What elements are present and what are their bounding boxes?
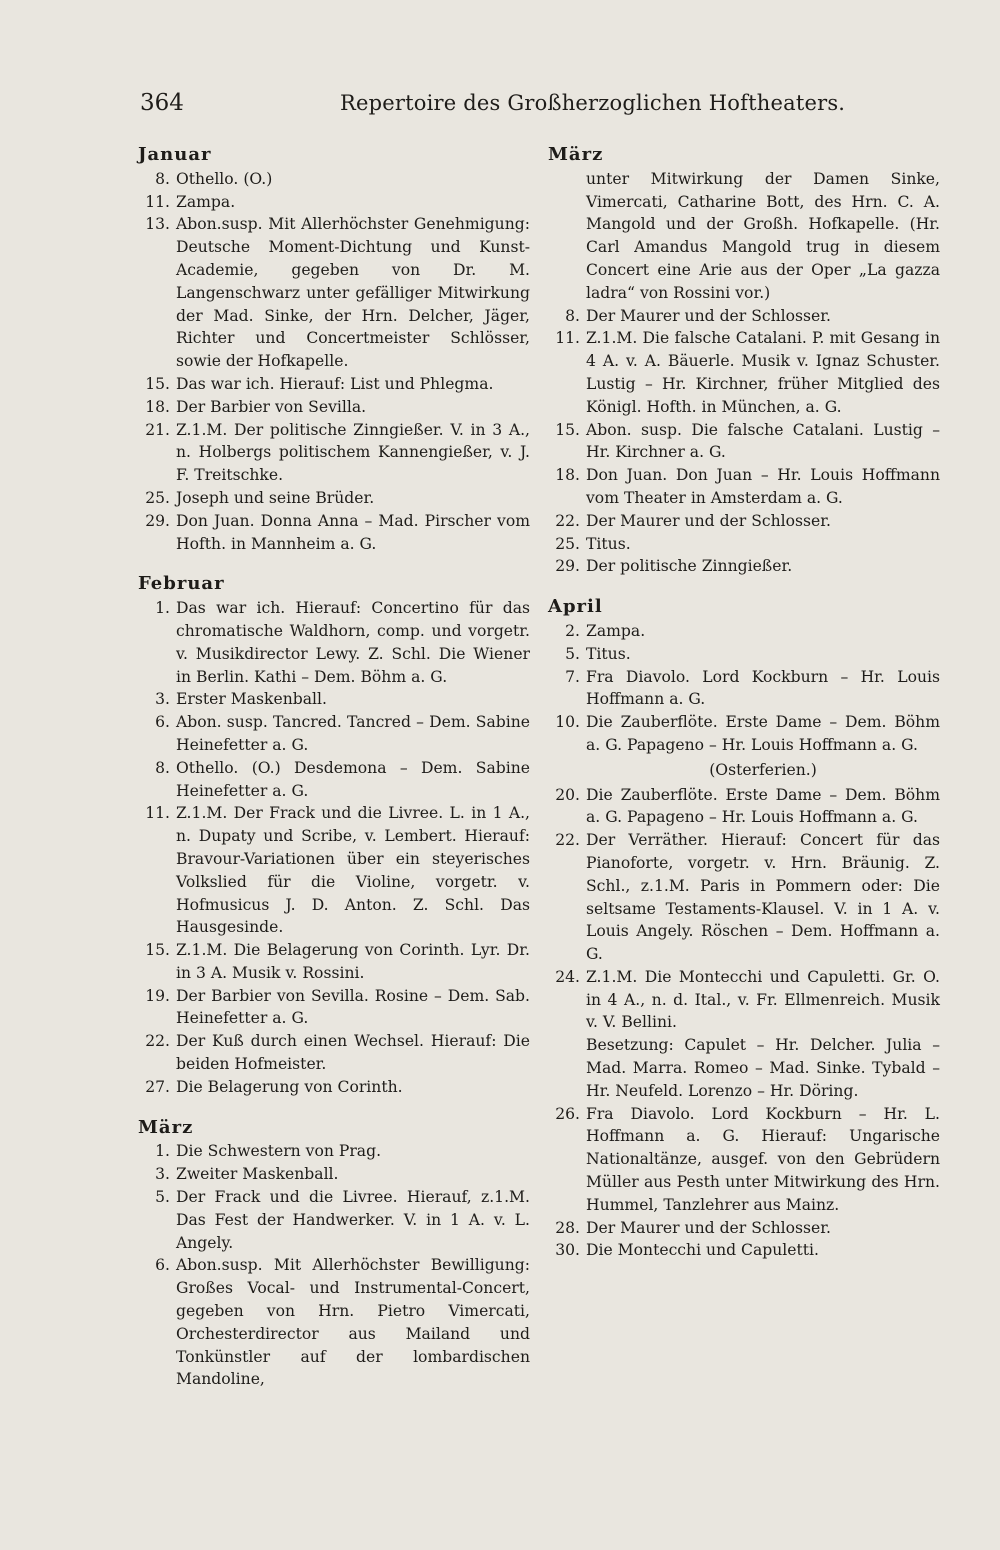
list-item [548, 711, 940, 757]
entry-date: 6. [155, 713, 170, 732]
entry-date: 5. [565, 644, 580, 663]
entry-text: Z.1.M. Die falsche Catalani. P. mit Gesang in 4 A. v. A. Bäuerle. Musik v. Ignaz Schuster. Lustig – Hr. Kirchner, früher Mitglied des Königl. Hofth. in München, a. G. [586, 329, 940, 416]
entries-maerz [138, 1140, 530, 1391]
entry-date: 2. [565, 621, 580, 640]
list-item [138, 373, 530, 396]
list-item [138, 419, 530, 487]
list-item [138, 985, 530, 1031]
entry-text: Erster Maskenball. [176, 690, 327, 709]
entry-text: Joseph und seine Brüder. [176, 488, 375, 507]
list-item [548, 620, 940, 643]
entry-date: 24. [555, 967, 580, 986]
entry-date: 13. [145, 215, 170, 234]
list-item [138, 597, 530, 688]
right-column [548, 144, 940, 1262]
list-item [138, 396, 530, 419]
entry-text: Z.1.M. Der politische Zinngießer. V. in 3 A., n. Holbergs politischem Kannengießer, v. J. F. Treitschke. [176, 420, 530, 485]
continuation-text: unter Mitwirkung der Damen Sinke, Vimercati, Catharine Bott, des Hrn. C. A. Mangold und der Großh. Hofkapelle. (Hr. Carl Amandus Mangold trug in diesem Concert eine Arie aus der Oper „La gazza ladra“ von Rossini vor.) [586, 169, 940, 302]
entry-date: 25. [145, 488, 170, 507]
entry-text: Die Belagerung von Corinth. [176, 1077, 403, 1096]
list-item [138, 802, 530, 939]
list-item [548, 510, 940, 533]
list-item [548, 533, 940, 556]
entry-date: 6. [155, 1256, 170, 1275]
list-item [548, 327, 940, 418]
besetzung-text: Besetzung: Capulet – Hr. Delcher. Julia – Mad. Marra. Romeo – Mad. Sinke. Tybald – Hr. Neufeld. Lorenzo – Hr. Döring. [586, 1036, 940, 1100]
entry-text: Abon.susp. Mit Allerhöchster Genehmigung: Deutsche Moment-Dichtung und Kunst-Academie, gegeben von Dr. M. Langenschwarz unter gefälliger Mitwirkung der Mad. Sinke, der Hrn. Delcher, Jäger, Richter und Concertmeister Schlösser, sowie der Hofkapelle. [176, 215, 530, 371]
entry-date: 7. [565, 667, 580, 686]
page-header [140, 90, 940, 124]
month-heading-maerz: März [138, 1116, 194, 1138]
entry-text: Titus. [586, 534, 631, 553]
entries-maerz-continued [548, 305, 940, 579]
entry-date: 22. [555, 511, 580, 530]
entry-date: 5. [155, 1188, 170, 1207]
list-item [138, 711, 530, 757]
list-item [138, 1254, 530, 1391]
entry-date: 8. [155, 758, 170, 777]
entry-date: 22. [145, 1032, 170, 1051]
entry-date: 11. [145, 192, 170, 211]
entry-text: Der politische Zinngießer. [586, 557, 793, 576]
entry-text: Die Zauberflöte. Erste Dame – Dem. Böhm a. G. Papageno – Hr. Louis Hoffmann a. G. [586, 713, 940, 754]
entry-date: 15. [145, 941, 170, 960]
entries-april-a [548, 620, 940, 757]
entry-text: Der Verräther. Hierauf: Concert für das Pianoforte, vorgetr. v. Hrn. Bräunig. Z. Schl., z.1.M. Paris in Pommern oder: Die seltsame Testaments-Klausel. V. in 1 A. v. Louis Angely. Röschen – Dem. Hoffmann a. G. [586, 831, 940, 964]
list-item [548, 829, 940, 966]
entry-date: 8. [565, 306, 580, 325]
entry-date: 20. [555, 785, 580, 804]
entry-text: Titus. [586, 644, 631, 663]
entry-text: Der Maurer und der Schlosser. [586, 511, 831, 530]
entry-text: Die Montecchi und Capuletti. [586, 1241, 819, 1260]
month-heading-maerz-continued: März [548, 144, 604, 165]
running-head: Repertoire des Großherzoglichen Hoftheaters. [340, 91, 846, 115]
list-item [548, 643, 940, 666]
entry-text: Die Zauberflöte. Erste Dame – Dem. Böhm a. G. Papageno – Hr. Louis Hoffmann a. G. [586, 785, 940, 827]
entry-text: Der Kuß durch einen Wechsel. Hierauf: Die beiden Hofmeister. [176, 1032, 530, 1074]
entry-text: Zampa. [586, 621, 646, 640]
left-column [138, 144, 530, 1391]
entry-text: Abon.susp. Mit Allerhöchster Bewilligung: Großes Vocal- und Instrumental-Concert, gegeben von Hrn. Pietro Vimercati, Orchesterdirector aus Mailand und Tonkünstler auf der lombardischen Mandoline, [176, 1256, 530, 1389]
month-heading-februar: Februar [138, 573, 225, 595]
list-item [138, 1163, 530, 1186]
list-item [138, 1030, 530, 1076]
entry-date: 8. [155, 169, 170, 188]
osterferien-note: (Osterferien.) [709, 760, 817, 779]
entry-date: 18. [555, 466, 580, 485]
entry-date: 11. [145, 804, 170, 823]
entry-text: Die Schwestern von Prag. [176, 1142, 382, 1161]
list-item [138, 168, 530, 191]
entry-text: Zampa. [176, 192, 236, 211]
entry-text: Don Juan. Don Juan – Hr. Louis Hoffmann vom Theater in Amsterdam a. G. [586, 466, 940, 507]
entry-text: Z.1.M. Die Belagerung von Corinth. Lyr. Dr. in 3 A. Musik v. Rossini. [176, 941, 530, 982]
entry-text: Othello. (O.) [176, 169, 273, 188]
list-item [548, 666, 940, 712]
page-number: 364 [140, 90, 184, 116]
list-item [138, 757, 530, 803]
entry-text: Othello. (O.) Desdemona – Dem. Sabine Heinefetter a. G. [176, 758, 530, 800]
entry-date: 11. [555, 329, 580, 348]
entry-date: 3. [155, 1165, 170, 1184]
entry-date: 29. [145, 511, 170, 530]
entry-date: 10. [555, 713, 580, 732]
entry-date: 15. [555, 420, 580, 439]
entry-text: Fra Diavolo. Lord Kockburn – Hr. Louis Hoffmann a. G. [586, 667, 940, 709]
list-item [138, 1076, 530, 1099]
entries-januar [138, 168, 530, 556]
entries-april-b [548, 784, 940, 1035]
month-heading-april: April [548, 596, 603, 618]
entry-date: 22. [555, 831, 580, 850]
entry-date: 19. [145, 986, 170, 1005]
list-item [138, 510, 530, 556]
entry-date: 25. [555, 534, 580, 553]
entry-date: 30. [555, 1241, 580, 1260]
list-item [548, 784, 940, 830]
entry-text: Der Barbier von Sevilla. Rosine – Dem. Sab. Heinefetter a. G. [176, 986, 530, 1028]
entry-date: 1. [155, 599, 170, 618]
entry-date: 29. [555, 557, 580, 576]
list-item [548, 966, 940, 1034]
entry-text: Abon. susp. Die falsche Catalani. Lustig – Hr. Kirchner a. G. [586, 420, 940, 462]
entry-text: Zweiter Maskenball. [176, 1165, 339, 1184]
entry-text: Der Barbier von Sevilla. [176, 397, 367, 416]
list-item [548, 1217, 940, 1240]
list-item [548, 464, 940, 510]
list-item [138, 1140, 530, 1163]
entry-date: 26. [555, 1104, 580, 1123]
entry-text: Der Maurer und der Schlosser. [586, 1218, 831, 1237]
list-item [548, 555, 940, 578]
entry-date: 1. [155, 1142, 170, 1161]
entry-text: Das war ich. Hierauf: Concertino für das chromatische Waldhorn, comp. und vorgetr. v. Musikdirector Lewy. Z. Schl. Die Wiener in Berlin. Kathi – Dem. Böhm a. G. [176, 599, 530, 686]
list-item [548, 305, 940, 328]
entry-text: Z.1.M. Der Frack und die Livree. L. in 1 A., n. Dupaty und Scribe, v. Lembert. Hierauf: Bravour-Variationen über ein steyerisches Volkslied für die Violine, vorgetr. v. Hofmusicus J. D. Anton. Z. Schl. Das Hausgesinde. [176, 804, 530, 937]
list-item [138, 213, 530, 373]
entry-text: Fra Diavolo. Lord Kockburn – Hr. L. Hoffmann a. G. Hierauf: Ungarische Nationaltänze, ausgef. von den Gebrüdern Müller aus Pesth unter Mitwirkung des Hrn. Hummel, Tanzlehrer aus Mainz. [586, 1104, 940, 1214]
entry-date: 15. [145, 374, 170, 393]
entries-april-c [548, 1103, 940, 1263]
entry-date: 3. [155, 690, 170, 709]
entry-text: Abon. susp. Tancred. Tancred – Dem. Sabine Heinefetter a. G. [176, 713, 530, 754]
list-item [138, 1186, 530, 1254]
entry-text: Der Frack und die Livree. Hierauf, z.1.M. Das Fest der Handwerker. V. in 1 A. v. L. Angely. [176, 1188, 530, 1252]
entry-text: Der Maurer und der Schlosser. [586, 306, 831, 325]
month-heading-januar: Januar [138, 144, 212, 165]
entry-text: Das war ich. Hierauf: List und Phlegma. [176, 374, 494, 393]
list-item [548, 419, 940, 465]
entry-text: Don Juan. Donna Anna – Mad. Pirscher vom Hofth. in Mannheim a. G. [176, 511, 530, 553]
list-item [548, 1103, 940, 1217]
entry-date: 28. [555, 1218, 580, 1237]
list-item [138, 939, 530, 985]
list-item [138, 688, 530, 711]
list-item [548, 1239, 940, 1262]
entry-date: 27. [145, 1077, 170, 1096]
list-item [138, 191, 530, 214]
list-item [138, 487, 530, 510]
entry-date: 18. [145, 397, 170, 416]
entry-date: 21. [145, 420, 170, 439]
entry-text: Z.1.M. Die Montecchi und Capuletti. Gr. O. in 4 A., n. d. Ital., v. Fr. Ellmenreich. Musik v. V. Bellini. [586, 967, 940, 1032]
entries-februar [138, 597, 530, 1099]
